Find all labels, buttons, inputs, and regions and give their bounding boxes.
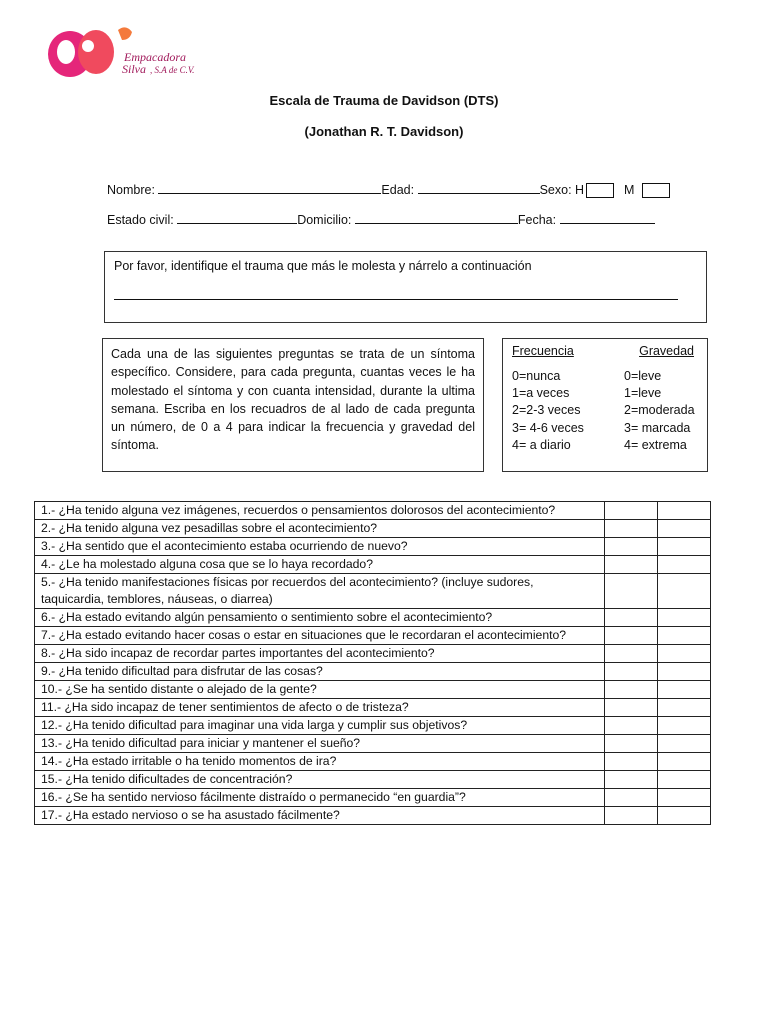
frecuencia-answer-cell[interactable] bbox=[605, 717, 658, 735]
question-row bbox=[35, 502, 711, 520]
logo-company-suffix: , S.A de C.V. bbox=[150, 65, 195, 75]
frecuencia-answer-cell[interactable] bbox=[605, 789, 658, 807]
question-text: 7.- ¿Ha estado evitando hacer cosas o estar en situaciones que le recordaran el acontecimiento? bbox=[35, 627, 605, 645]
form-row-2 bbox=[107, 213, 655, 227]
gravedad-answer-cell[interactable] bbox=[658, 556, 711, 574]
logo-shape-red bbox=[78, 30, 114, 74]
gravedad-answer-cell[interactable] bbox=[658, 538, 711, 556]
freq-item: 2=2-3 veces bbox=[512, 403, 581, 418]
grav-item: 1=leve bbox=[624, 386, 662, 401]
gravedad-list bbox=[624, 368, 695, 454]
frecuencia-list bbox=[512, 368, 624, 454]
instructions-box bbox=[102, 338, 484, 472]
gravedad-answer-cell[interactable] bbox=[658, 627, 711, 645]
gravedad-answer-cell[interactable] bbox=[658, 520, 711, 538]
frecuencia-answer-cell[interactable] bbox=[605, 645, 658, 663]
gravedad-answer-cell[interactable] bbox=[658, 645, 711, 663]
logo-company-name: Silva bbox=[122, 62, 146, 76]
question-text: 13.- ¿Ha tenido dificultad para iniciar y mantener el sueño? bbox=[35, 735, 605, 753]
question-row bbox=[35, 771, 711, 789]
gravedad-answer-cell[interactable] bbox=[658, 663, 711, 681]
questions-body bbox=[35, 502, 711, 825]
logo-shape-white bbox=[57, 40, 75, 64]
fecha-field[interactable] bbox=[560, 213, 655, 224]
question-row bbox=[35, 538, 711, 556]
freq-item: 1=a veces bbox=[512, 386, 570, 401]
gravedad-answer-cell[interactable] bbox=[658, 735, 711, 753]
sexo-h-checkbox[interactable] bbox=[586, 183, 614, 198]
scale-headers bbox=[512, 344, 698, 358]
frecuencia-answer-cell[interactable] bbox=[605, 556, 658, 574]
sexo-m-checkbox[interactable] bbox=[642, 183, 670, 198]
frecuencia-header: Frecuencia bbox=[512, 344, 574, 358]
form-row-1 bbox=[107, 183, 676, 198]
gravedad-answer-cell[interactable] bbox=[658, 681, 711, 699]
scale-legend bbox=[502, 338, 708, 472]
logo-shape-dot bbox=[82, 40, 94, 52]
fecha-label: Fecha: bbox=[517, 213, 557, 227]
question-row bbox=[35, 717, 711, 735]
estado-civil-label: Estado civil: bbox=[107, 213, 174, 227]
question-text: 11.- ¿Ha sido incapaz de tener sentimientos de afecto o de tristeza? bbox=[35, 699, 605, 717]
question-row bbox=[35, 645, 711, 663]
frecuencia-answer-cell[interactable] bbox=[605, 663, 658, 681]
gravedad-answer-cell[interactable] bbox=[658, 699, 711, 717]
frecuencia-answer-cell[interactable] bbox=[605, 574, 658, 609]
question-text: 2.- ¿Ha tenido alguna vez pesadillas sobre el acontecimiento? bbox=[35, 520, 605, 538]
gravedad-answer-cell[interactable] bbox=[658, 789, 711, 807]
nombre-label: Nombre: bbox=[107, 183, 155, 197]
question-row bbox=[35, 789, 711, 807]
nombre-field[interactable] bbox=[158, 183, 381, 194]
question-row bbox=[35, 609, 711, 627]
frecuencia-answer-cell[interactable] bbox=[605, 681, 658, 699]
grav-item: 0=leve bbox=[624, 369, 662, 383]
frecuencia-answer-cell[interactable] bbox=[605, 735, 658, 753]
trauma-answer-line[interactable] bbox=[114, 299, 678, 300]
freq-item: 3= 4-6 veces bbox=[512, 420, 584, 435]
question-text: 5.- ¿Ha tenido manifestaciones físicas por recuerdos del acontecimiento? (incluye sudores, taquicardia, temblores, náuseas, o diarrea) bbox=[35, 574, 605, 609]
logo-text-line1: Empacadora bbox=[124, 50, 186, 64]
question-row bbox=[35, 735, 711, 753]
trauma-prompt: Por favor, identifique el trauma que más le molesta y nárrelo a continuación bbox=[114, 259, 532, 273]
gravedad-answer-cell[interactable] bbox=[658, 771, 711, 789]
question-text: 17.- ¿Ha estado nervioso o se ha asustado fácilmente? bbox=[35, 807, 605, 825]
gravedad-header: Gravedad bbox=[639, 344, 694, 358]
frecuencia-answer-cell[interactable] bbox=[605, 627, 658, 645]
question-row bbox=[35, 627, 711, 645]
frecuencia-answer-cell[interactable] bbox=[605, 520, 658, 538]
question-text: 14.- ¿Ha estado irritable o ha tenido momentos de ira? bbox=[35, 753, 605, 771]
question-text: 8.- ¿Ha sido incapaz de recordar partes importantes del acontecimiento? bbox=[35, 645, 605, 663]
question-row bbox=[35, 681, 711, 699]
frecuencia-answer-cell[interactable] bbox=[605, 807, 658, 825]
estado-civil-field[interactable] bbox=[177, 213, 297, 224]
question-row bbox=[35, 556, 711, 574]
frecuencia-answer-cell[interactable] bbox=[605, 699, 658, 717]
domicilio-field[interactable] bbox=[355, 213, 518, 224]
questions-table bbox=[34, 501, 711, 825]
question-row bbox=[35, 699, 711, 717]
logo-text-line2 bbox=[122, 62, 194, 77]
question-row bbox=[35, 520, 711, 538]
question-text: 4.- ¿Le ha molestado alguna cosa que se lo haya recordado? bbox=[35, 556, 605, 574]
frecuencia-answer-cell[interactable] bbox=[605, 502, 658, 520]
question-row bbox=[35, 574, 711, 609]
domicilio-label: Domicilio: bbox=[297, 213, 352, 227]
question-text: 15.- ¿Ha tenido dificultades de concentración? bbox=[35, 771, 605, 789]
gravedad-answer-cell[interactable] bbox=[658, 807, 711, 825]
gravedad-answer-cell[interactable] bbox=[658, 502, 711, 520]
question-text: 6.- ¿Ha estado evitando algún pensamiento o sentimiento sobre el acontecimiento? bbox=[35, 609, 605, 627]
document-subtitle: (Jonathan R. T. Davidson) bbox=[304, 124, 464, 139]
question-text: 10.- ¿Se ha sentido distante o alejado de la gente? bbox=[35, 681, 605, 699]
gravedad-answer-cell[interactable] bbox=[658, 574, 711, 609]
grav-item: 3= marcada bbox=[624, 420, 691, 435]
question-row bbox=[35, 753, 711, 771]
document-title: Escala de Trauma de Davidson (DTS) bbox=[269, 93, 499, 108]
edad-label: Edad: bbox=[381, 183, 415, 197]
question-text: 1.- ¿Ha tenido alguna vez imágenes, recuerdos o pensamientos dolorosos del acontecimiento? bbox=[35, 502, 605, 520]
question-text: 12.- ¿Ha tenido dificultad para imaginar una vida larga y cumplir sus objetivos? bbox=[35, 717, 605, 735]
question-text: 9.- ¿Ha tenido dificultad para disfrutar de las cosas? bbox=[35, 663, 605, 681]
sexo-label: Sexo: H bbox=[539, 183, 585, 197]
frecuencia-answer-cell[interactable] bbox=[605, 771, 658, 789]
grav-item: 2=moderada bbox=[624, 403, 695, 418]
sexo-m-label: M bbox=[624, 183, 635, 197]
frecuencia-answer-cell[interactable] bbox=[605, 753, 658, 771]
logo-fish-icon bbox=[118, 27, 132, 40]
instructions-text: Cada una de las siguientes preguntas se trata de un síntoma específico. Considere, para cada pregunta, cuantas veces le ha molestado el síntoma y con cuanta intensidad, durante la ultima semana. Escriba en los recuadros de al lado de cada pregunta un número, de 0 a 4 para indicar la frecuencia y gravedad del síntoma. bbox=[111, 347, 475, 453]
question-text: 3.- ¿Ha sentido que el acontecimiento estaba ocurriendo de nuevo? bbox=[35, 538, 605, 556]
frecuencia-answer-cell[interactable] bbox=[605, 538, 658, 556]
trauma-box bbox=[104, 251, 707, 323]
freq-item: 0=nunca bbox=[512, 369, 561, 383]
question-row bbox=[35, 663, 711, 681]
freq-item: 4= a diario bbox=[512, 437, 571, 452]
scale-columns bbox=[512, 368, 698, 454]
grav-item: 4= extrema bbox=[624, 437, 687, 452]
gravedad-answer-cell[interactable] bbox=[658, 753, 711, 771]
gravedad-answer-cell[interactable] bbox=[658, 717, 711, 735]
gravedad-answer-cell[interactable] bbox=[658, 609, 711, 627]
question-row bbox=[35, 807, 711, 825]
frecuencia-answer-cell[interactable] bbox=[605, 609, 658, 627]
edad-field[interactable] bbox=[418, 183, 540, 194]
question-text: 16.- ¿Se ha sentido nervioso fácilmente distraído o permanecido “en guardia”? bbox=[35, 789, 605, 807]
